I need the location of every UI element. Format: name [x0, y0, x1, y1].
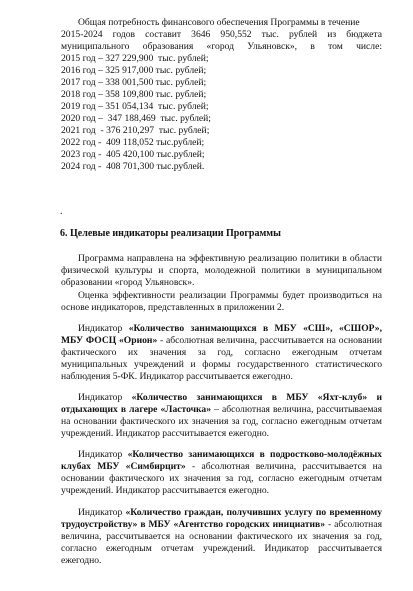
indicator-4-title-cont: трудоустройству» в МБУ «Агентство городских инициатив» — [61, 519, 326, 530]
indicator-3-prefix: Индикатор — [78, 449, 128, 460]
indicator-2-line-4: учреждений. Индикатор рассчитывается ежегодно. — [61, 428, 270, 439]
indicator-4-line-5: ежегодно. — [61, 555, 102, 566]
indicator-2-desc: – абсолютная величина, рассчитываемая — [211, 404, 383, 415]
indicator-1-title: «Количество занимающихся в МБУ «СШ», «СШОР», — [128, 323, 382, 334]
indicator-1-line-5: наблюдения 5-ФК. Индикатор рассчитывается ежегодно. — [61, 371, 293, 382]
indicator-2-title: «Количество занимающихся в МБУ «Яхт-клуб» и — [131, 392, 382, 403]
indicator-4-title: «Количество граждан, получивших услугу по временному — [125, 507, 382, 518]
indicator-1-line-1 — [78, 323, 382, 334]
indicator-1-desc: - абсолютная величина, рассчитывается на основании — [157, 335, 382, 346]
year-line: 2015 год – 327 229,900 тыс. рублей; — [61, 53, 209, 64]
section-heading: 6. Целевые индикаторы реализации Программы — [60, 228, 281, 239]
para2-line-1: Оценка эффективности реализации Программы будет производиться на — [78, 290, 382, 301]
para2-line-2: основе индикаторов, представленных в приложении 2. — [61, 302, 285, 313]
indicator-3-title-cont: клубах МБУ «Симбирцит» — [61, 461, 186, 472]
indicator-4-line-4: согласно ежегодным отчетам учреждений. Индикатор рассчитывается — [61, 543, 382, 554]
indicator-1-prefix: Индикатор — [78, 323, 129, 334]
year-line: 2016 год – 325 917,000 тыс. рублей; — [61, 65, 207, 76]
year-line: 2020 год – 347 188,469 тыс. рублей; — [61, 113, 211, 124]
para1-line-2: физической культуры и спорта, молодежной политики в муниципальном — [61, 265, 382, 276]
indicator-3-line-3: основании фактического их значения за год, согласно ежегодным отчетам — [61, 473, 382, 484]
indicator-1-line-4: муниципальных учреждений и формы государственного статистического — [61, 359, 382, 370]
indicator-3-line-1 — [78, 449, 382, 460]
indicator-3-desc: - абсолютная величина, рассчитывается на — [185, 461, 382, 472]
indicator-4-line-1 — [78, 507, 382, 518]
indicator-2-prefix: Индикатор — [78, 392, 132, 403]
para1-line-3: образовании «город Ульяновск». — [61, 277, 195, 288]
indicator-2-line-1 — [78, 392, 382, 403]
year-line: 2017 год – 338 001,500 тыс. рублей; — [61, 77, 207, 88]
indicator-1-line-3: фактического их значения за год, согласно ежегодным отчетам — [61, 347, 382, 358]
indicator-1-title-cont: МБУ ФОСЦ «Орион» — [61, 335, 158, 346]
indicator-2-line-3: на основании фактического их значения за год, согласно ежегодным отчетам — [61, 416, 382, 427]
intro-line-3: муниципального образования «город Ульяновск», в том числе: — [61, 41, 382, 52]
intro-line-1: Общая потребность финансового обеспечения Программы в течение — [78, 17, 360, 28]
para1-line-1: Программа направлена на эффективную реализацию политики в области — [78, 253, 382, 264]
year-line: 2023 год - 405 420,100 тыс.рублей; — [61, 149, 205, 160]
year-line: 2021 год - 376 210,297 тыс. рублей; — [61, 125, 210, 136]
stray-dot: . — [60, 206, 63, 217]
year-line: 2019 год – 351 054,134 тыс. рублей; — [61, 101, 209, 112]
intro-line-2: 2015-2024 годов составит 3646 950,552 тыс. рублей из бюджета — [61, 29, 382, 40]
year-line: 2024 год - 408 701,300 тыс.рублей. — [61, 161, 205, 172]
indicator-3-title: «Количество занимающихся в подростково-молодёжных — [127, 449, 382, 460]
indicator-4-prefix: Индикатор — [78, 507, 126, 518]
indicator-4-line-3: величина, рассчитывается на основании фактического их значения за год, — [61, 531, 382, 542]
year-line: 2018 год – 358 109,800 тыс. рублей; — [61, 89, 207, 100]
indicator-3-line-4: учреждений. Индикатор рассчитывается ежегодно. — [61, 485, 270, 496]
indicator-4-desc: - абсолютная — [325, 519, 382, 530]
indicator-2-line-2 — [61, 404, 382, 415]
indicator-4-line-2 — [61, 519, 382, 530]
year-line: 2022 год - 409 118,052 тыс.рублей; — [61, 137, 205, 148]
indicator-1-line-2 — [61, 335, 382, 346]
indicator-2-title-cont: отдыхающих в лагере «Ласточка» — [61, 404, 212, 415]
indicator-3-line-2 — [61, 461, 382, 472]
